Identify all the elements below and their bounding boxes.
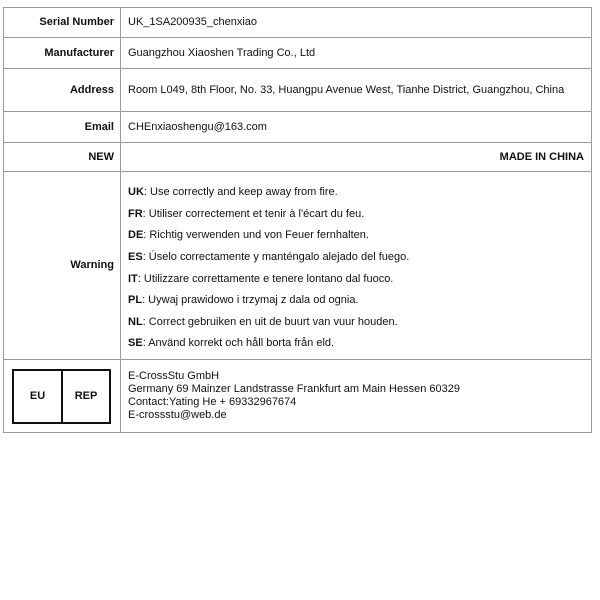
eu-rep-contact: Contact:Yating He + 69332967674 bbox=[128, 396, 297, 408]
manufacturer-row bbox=[4, 38, 592, 69]
serial-number-value: UK_1SA200935_chenxiao bbox=[121, 8, 592, 38]
eu-rep-company: E-CrossStu GmbH bbox=[128, 370, 220, 382]
manufacturer-value: Guangzhou Xiaoshen Trading Co., Ltd bbox=[121, 38, 592, 69]
warning-label: Warning bbox=[4, 172, 121, 360]
warning-code: IT bbox=[128, 272, 138, 285]
eu-rep-address: Germany 69 Mainzer Landstrasse Frankfurt am Main Hessen 60329 bbox=[128, 383, 460, 395]
eu-rep-badge bbox=[12, 369, 111, 424]
serial-number-label: Serial Number bbox=[4, 8, 121, 38]
warning-line-se bbox=[128, 333, 584, 355]
manufacturer-label: Manufacturer bbox=[4, 38, 121, 69]
warning-line-de bbox=[128, 225, 584, 247]
warning-text: : Use correctly and keep away from fire. bbox=[143, 186, 338, 199]
warning-line-uk bbox=[128, 182, 584, 204]
warning-text: : Richtig verwenden und von Feuer fernhalten. bbox=[143, 229, 369, 242]
warning-text: : Använd korrekt och håll borta från eld. bbox=[142, 337, 335, 350]
address-value: Room L049, 8th Floor, No. 33, Huangpu Avenue West, Tianhe District, Guangzhou, China bbox=[121, 69, 592, 112]
origin-row bbox=[4, 143, 592, 172]
warning-text: : Correct gebruiken en uit de buurt van vuur houden. bbox=[142, 315, 398, 328]
warning-line-pl bbox=[128, 290, 584, 312]
warning-code: ES bbox=[128, 250, 143, 263]
serial-number-row bbox=[4, 8, 592, 38]
email-value: CHEnxiaoshengu@163.com bbox=[121, 112, 592, 143]
eu-rep-row bbox=[4, 360, 592, 433]
warning-line-nl bbox=[128, 312, 584, 334]
warning-code: UK bbox=[128, 186, 144, 199]
eu-badge-text: EU bbox=[14, 371, 63, 422]
made-in-label: MADE IN CHINA bbox=[121, 143, 592, 172]
warning-code: NL bbox=[128, 315, 143, 328]
address-row bbox=[4, 69, 592, 112]
rep-badge-text: REP bbox=[74, 389, 98, 402]
warning-text: : Úselo correctamente y manténgalo alejado del fuego. bbox=[142, 250, 410, 263]
warning-code: PL bbox=[128, 294, 143, 307]
warning-code: DE bbox=[128, 229, 144, 242]
warning-text: : Utilizzare correttamente e tenere lontano dal fuoco. bbox=[137, 272, 394, 285]
warning-code: SE bbox=[128, 337, 143, 350]
address-label: Address bbox=[4, 69, 121, 112]
warning-text: : Uywaj prawidowo i trzymaj z dala od ognia. bbox=[142, 294, 359, 307]
warning-line-fr bbox=[128, 204, 584, 226]
new-label: NEW bbox=[4, 143, 121, 172]
email-row bbox=[4, 112, 592, 143]
warning-line-it bbox=[128, 269, 584, 291]
email-label: Email bbox=[4, 112, 121, 143]
warning-text: : Utiliser correctement et tenir à l'écart du feu. bbox=[142, 207, 365, 220]
warning-code: FR bbox=[128, 207, 143, 220]
eu-rep-details bbox=[121, 360, 592, 433]
eu-rep-badge-cell bbox=[4, 360, 121, 433]
eu-rep-email: E-crossstu@web.de bbox=[128, 409, 227, 421]
warning-line-es bbox=[128, 247, 584, 269]
warning-list bbox=[121, 172, 592, 360]
product-label-table bbox=[3, 7, 592, 433]
warning-row bbox=[4, 172, 592, 360]
